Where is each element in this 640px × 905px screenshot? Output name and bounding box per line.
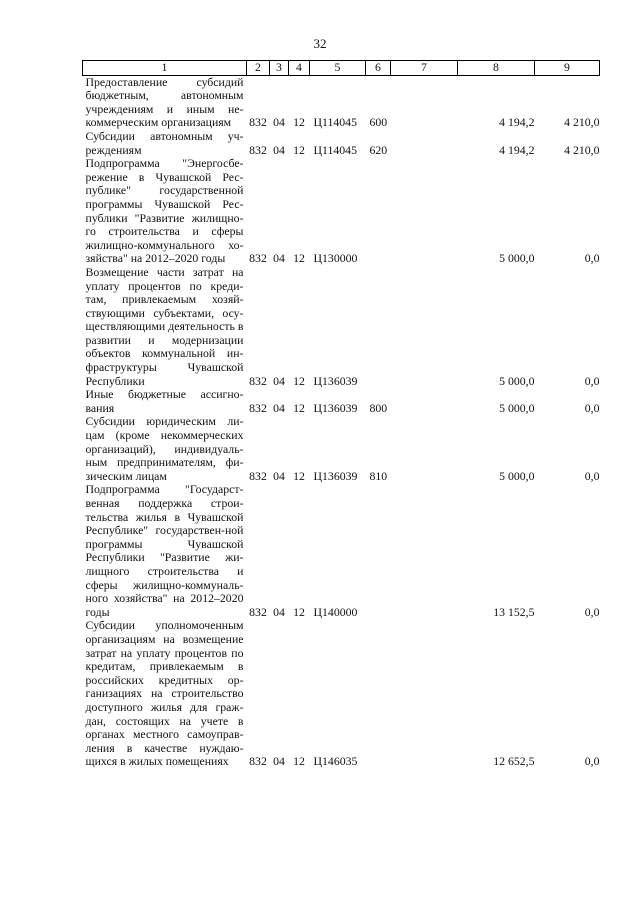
row-amount-2: 0,0	[584, 251, 600, 266]
row-amount-2: 4 210,0	[564, 142, 600, 157]
row-subsection-code: 12	[293, 604, 305, 619]
column-header: 2	[247, 61, 270, 76]
row-subsection-code: 12	[293, 400, 305, 415]
table-row	[83, 388, 600, 415]
row-subsection-code: 12	[293, 251, 305, 266]
column-header: 9	[535, 61, 600, 76]
row-amount-2: 0,0	[584, 373, 600, 388]
row-ministry-code: 832	[249, 142, 267, 157]
table-row	[83, 75, 600, 130]
row-name: Субсидии юридическим ли-цам (кроме некоммерческих организаций), индивидуаль-ным предпринимателям, фи-зическим лицам	[85, 414, 244, 483]
row-col7	[391, 483, 458, 619]
page-number: 32	[313, 36, 327, 51]
table-row	[83, 157, 600, 266]
row-amount-2: 4 210,0	[564, 115, 600, 130]
row-col7	[391, 619, 458, 769]
budget-table	[82, 60, 600, 769]
table-row	[83, 130, 600, 157]
row-target-code: Ц140000	[313, 604, 358, 619]
row-expense-type	[366, 483, 391, 619]
column-header: 3	[270, 61, 289, 76]
row-expense-type: 620	[369, 142, 388, 157]
row-expense-type: 800	[369, 400, 388, 415]
row-amount-1: 4 194,2	[499, 142, 535, 157]
row-amount-1: 13 152,5	[493, 604, 535, 619]
row-col7	[391, 388, 458, 415]
row-amount-2: 0,0	[584, 400, 600, 415]
column-header: 4	[289, 61, 310, 76]
row-name: Подпрограмма "Энергосбе-режение в Чувашской Рес-публике" государственной программы Чувашской Рес-публики "Развитие жилищно-го строительства и сферы жилищно-коммунального хо-зяйства" на 2012–2020 годы	[85, 156, 244, 266]
row-subsection-code: 12	[293, 142, 305, 157]
table-header	[83, 61, 600, 76]
row-amount-1: 5 000,0	[499, 373, 535, 388]
row-col7	[391, 130, 458, 157]
row-section-code: 04	[273, 400, 285, 415]
row-target-code: Ц136039	[313, 400, 358, 415]
row-ministry-code: 832	[249, 373, 267, 388]
row-target-code: Ц146035	[313, 754, 358, 769]
row-expense-type	[366, 157, 391, 266]
table-row	[83, 415, 600, 483]
row-col7	[391, 75, 458, 130]
header-row	[83, 61, 600, 76]
row-subsection-code: 12	[293, 115, 305, 130]
row-col7	[391, 415, 458, 483]
row-name: Подпрограмма "Государст-венная поддержка строи-тельства жилья в Чувашской Республике" государствен-ной программы Чувашской Республики "Развитие жи-лищного строительства и сферы жилищно-коммуналь-ного хозяйства" на 2012–2020 годы	[85, 482, 244, 619]
row-amount-1: 5 000,0	[499, 400, 535, 415]
row-ministry-code: 832	[249, 754, 267, 769]
table-row	[83, 619, 600, 769]
column-header: 6	[366, 61, 391, 76]
row-section-code: 04	[273, 754, 285, 769]
row-amount-1: 12 652,5	[493, 754, 535, 769]
row-amount-1: 5 000,0	[499, 468, 535, 483]
row-subsection-code: 12	[293, 373, 305, 388]
row-ministry-code: 832	[249, 400, 267, 415]
row-section-code: 04	[273, 251, 285, 266]
table-body	[83, 75, 600, 769]
row-expense-type: 600	[369, 115, 388, 130]
column-header: 7	[391, 61, 458, 76]
row-section-code: 04	[273, 468, 285, 483]
row-amount-2: 0,0	[584, 604, 600, 619]
row-amount-2: 0,0	[584, 468, 600, 483]
row-name: Иные бюджетные ассигно-вания	[85, 387, 244, 415]
row-amount-1: 5 000,0	[499, 251, 535, 266]
row-subsection-code: 12	[293, 754, 305, 769]
row-name: Субсидии автономным уч-реждениям	[85, 128, 244, 157]
column-header: 5	[310, 61, 366, 76]
row-name: Предоставление субсидий бюджетным, автономным учреждениям и иным не-коммерческим организациям	[85, 74, 244, 130]
row-ministry-code: 832	[249, 468, 267, 483]
row-target-code: Ц136039	[313, 468, 358, 483]
row-section-code: 04	[273, 115, 285, 130]
row-amount-2: 0,0	[584, 754, 600, 769]
row-expense-type: 810	[369, 468, 388, 483]
row-target-code: Ц114045	[313, 115, 357, 130]
row-expense-type	[366, 619, 391, 769]
column-header: 1	[83, 61, 247, 76]
row-expense-type	[366, 266, 391, 388]
row-target-code: Ц136039	[313, 373, 358, 388]
row-section-code: 04	[273, 373, 285, 388]
table-row	[83, 266, 600, 388]
row-target-code: Ц114045	[313, 142, 357, 157]
row-name: Субсидии уполномоченным организациям на возмещение затрат на уплату процентов по кредитам, привлекаемым в российских кредитных ор-ганизациях на строительство доступного жилья для граж-дан, состоящих на учете в органах местного самоуправ-ления в качестве нуждаю-щихся в жилых помещениях	[85, 618, 244, 769]
row-amount-1: 4 194,2	[499, 115, 535, 130]
row-ministry-code: 832	[249, 604, 267, 619]
row-name: Возмещение части затрат на уплату процентов по креди-там, привлекаемым хозяй-ствующими субъектами, осу-ществляющими деятельность в развитии и модернизации объектов коммунальной ин-фраструктуры Чувашской Республики	[85, 264, 244, 388]
row-section-code: 04	[273, 604, 285, 619]
column-header: 8	[458, 61, 535, 76]
row-ministry-code: 832	[249, 251, 267, 266]
row-target-code: Ц130000	[313, 251, 358, 266]
row-subsection-code: 12	[293, 468, 305, 483]
row-col7	[391, 266, 458, 388]
row-col7	[391, 157, 458, 266]
row-section-code: 04	[273, 142, 285, 157]
table-row	[83, 483, 600, 619]
row-ministry-code: 832	[249, 115, 267, 130]
